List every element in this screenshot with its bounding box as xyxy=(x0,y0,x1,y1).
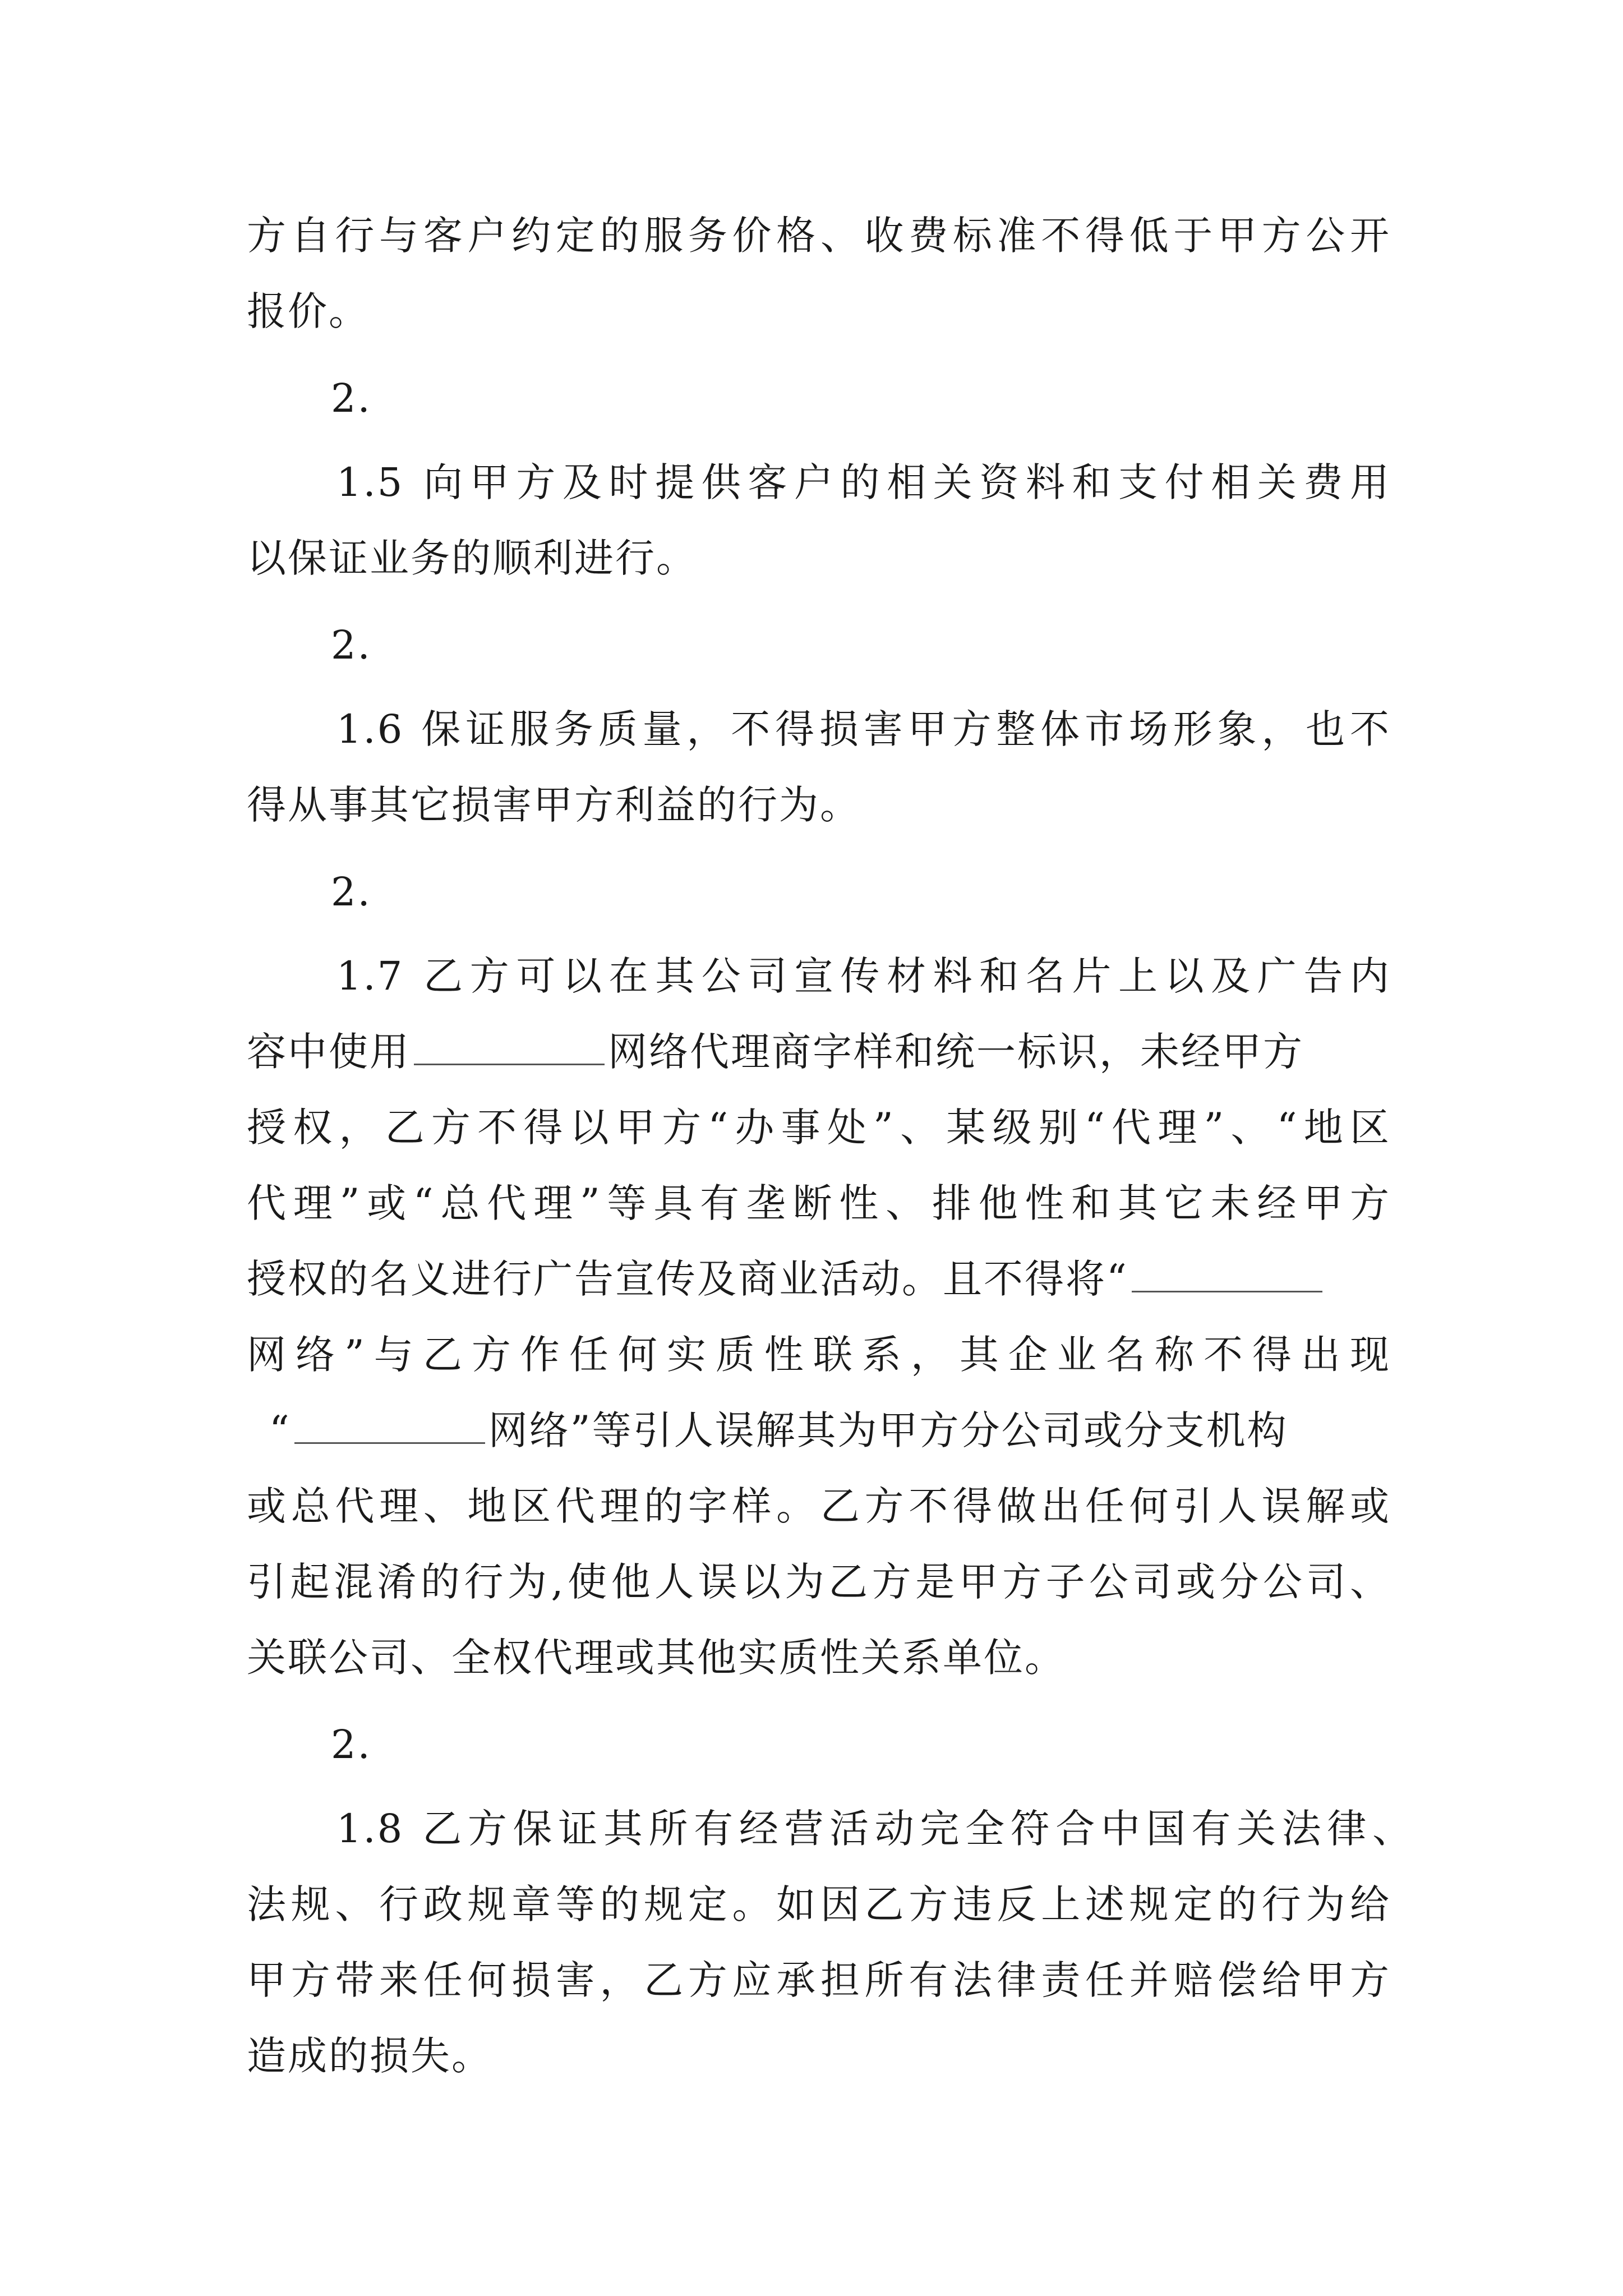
text-line: 得从事其它损害甲方利益的行为。 xyxy=(247,782,861,828)
clause-1-7-line: 1.7 乙方可以在其公司宣传材料和名片上以及广告内 xyxy=(336,953,1391,999)
section-number: 2. xyxy=(331,375,372,421)
text-line-with-blank xyxy=(247,1251,1391,1307)
clause-1-5-line: 1.5 向甲方及时提供客户的相关资料和支付相关费用 xyxy=(336,459,1391,505)
clause-1-6-line: 1.6 保证服务质量，不得损害甲方整体市场形象，也不 xyxy=(336,706,1391,752)
text-fragment: 授权的名义进行广告宣传及商业活动。且不得将“ xyxy=(247,1256,1128,1302)
text-line: 以保证业务的顺利进行。 xyxy=(247,535,697,581)
section-number: 2. xyxy=(331,622,372,668)
text-line: 或总代理、地区代理的字样。乙方不得做出任何引人误解或 xyxy=(247,1483,1391,1529)
text-line: 引起混淆的行为,使他人误以为乙方是甲方子公司或分公司、 xyxy=(247,1559,1391,1605)
text-fragment: 网络代理商字样和统一标识，未经甲方 xyxy=(608,1029,1304,1075)
text-line: 网络”与乙方作任何实质性联系，其企业名称不得出现 xyxy=(247,1332,1391,1378)
text-line: 造成的损失。 xyxy=(247,2033,492,2079)
text-line: 代理”或“总代理”等具有垄断性、排他性和其它未经甲方 xyxy=(247,1180,1391,1226)
fill-in-blank xyxy=(414,1027,605,1065)
text-line: 方自行与客户约定的服务价格、收费标准不得低于甲方公开 xyxy=(247,213,1391,259)
text-line: 甲方带来任何损害，乙方应承担所有法律责任并赔偿给甲方 xyxy=(247,1957,1391,2003)
text-line: 报价。 xyxy=(247,288,370,334)
text-line: 关联公司、全权代理或其他实质性关系单位。 xyxy=(247,1635,1066,1681)
fill-in-blank xyxy=(1132,1254,1322,1292)
text-fragment: 容中使用 xyxy=(247,1029,411,1075)
clause-1-8-line: 1.8 乙方保证其所有经营活动完全符合中国有关法律、 xyxy=(336,1806,1413,1852)
text-line: 授权，乙方不得以甲方“办事处”、某级别“代理”、“地区 xyxy=(247,1105,1391,1151)
fill-in-blank xyxy=(294,1405,485,1444)
text-line-with-blank xyxy=(247,1024,1391,1080)
text-line: 法规、行政规章等的规定。如因乙方违反上述规定的行为给 xyxy=(247,1881,1391,1927)
text-line-with-blank xyxy=(269,1402,1391,1458)
section-number: 2. xyxy=(331,869,372,915)
text-fragment: 网络”等引人误解其为甲方分公司或分支机构 xyxy=(488,1407,1288,1453)
section-number: 2. xyxy=(331,1722,372,1768)
text-fragment: “ xyxy=(269,1407,291,1453)
